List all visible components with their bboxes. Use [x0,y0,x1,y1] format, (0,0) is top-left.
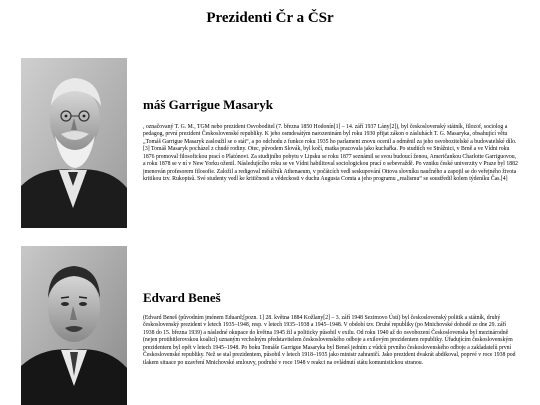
page-title: Prezidenti Čr a ČSr [206,10,334,26]
masaryk-name: máš Garrigue Masaryk [143,97,273,112]
masaryk-bio: , označovaný T. G. M., TGM nebo prezident Osvoboditel (7. března 1850 Hodonín[1] – 14. září 1937 Lány[2]), byl československý státník, filozof, sociolog a pedagog, první prezident Československé republiky. K jeho osmdesátým narozeninám byl roku 1930 přijat zákon o zásluhách T. G. Masaryka, obsahující větu „Tomáš Garrigue Masaryk zasloužil se o stát“, a po odchodu z funkce roku 1935 ho parlament znovu ocenil a odměnil za jeho osvobozitelské a budovatelské dílo.[3] Tomáš Masaryk pocházel z chudé rodiny. Otec, původem Slovák, byl kočí, matka pracovala jako kuchařka. Po studiích ve Strážnici, v Brně a ve Vídni roku 1876 promoval filosofickou prací o Platónovi. Za studijního pobytu v Lipsku se roku 1877 seznámil se svou budoucí ženou, Američankou Charlotte Garriguovou, a roku 1878 se v ní v New Yorku oženil. Následujícího roku se ve Vídni habilitoval sociologickou prací o sebevraždě. Po vzniku české univerzity v Praze byl 1882 jmenován profesorem filosofie. Založil a redigoval měsíčník Athenaeum, v počátcích vedl seskupování Ottova slovníku naučného a zapojil se do veřejného života kritikou tzv. Rukopisů. Své studenty vedl ke kritičnosti a vědeckosti v duchu Augusta Comta a jeho programu „realismu“ se soustředil kolem týdeníku Čas.[4] [143,124,518,183]
benes-name: Edvard Beneš [143,290,221,305]
benes-portrait-image [21,246,127,405]
benes-bio: (Edvard Beneš (původním jménem Eduard;[pozn. 1] 28. května 1884 Kožlany[2] – 3. září 1948 Sezimovo Ústí) byl československý politik a státník, druhý československý prezident v letech 1935–1948, resp. v letech 1935–1938 a 1945–1948. V období tzv. Druhé republiky (po Mnichovské dohodě ze dne 29. září 1938 do 15. března 1939) a následné okupace do května 1945 žil a politicky působil v exilu. Od roku 1940 až do osvobození Československa byl mezinárodně (nejen protihitlerovskou koalicí) uznaným vrcholným představitelem československého odboje a exilovým prezidentem republiky. Úřadujícím československým prezidentem byl opět v letech 1945–1948. Po boku Tomáše Garrigue Masaryka byl Beneš jedním z vůdců prvního československého odboje a zakladatelů první Československé republiky. Než se stal prezidentem, působil v letech 1918–1935 jako ministr zahraničí. Jako prezident dvakrát abdikoval, poprvé v roce 1938 pod tlakem situace po uzavření Mnichovské smlouvy, podruhé v roce 1948 v reakci na ovládnutí státu komunistickou stranou. [143,315,516,366]
benes-portrait [21,246,127,405]
masaryk-portrait-image [21,58,127,228]
masaryk-portrait [21,58,127,228]
